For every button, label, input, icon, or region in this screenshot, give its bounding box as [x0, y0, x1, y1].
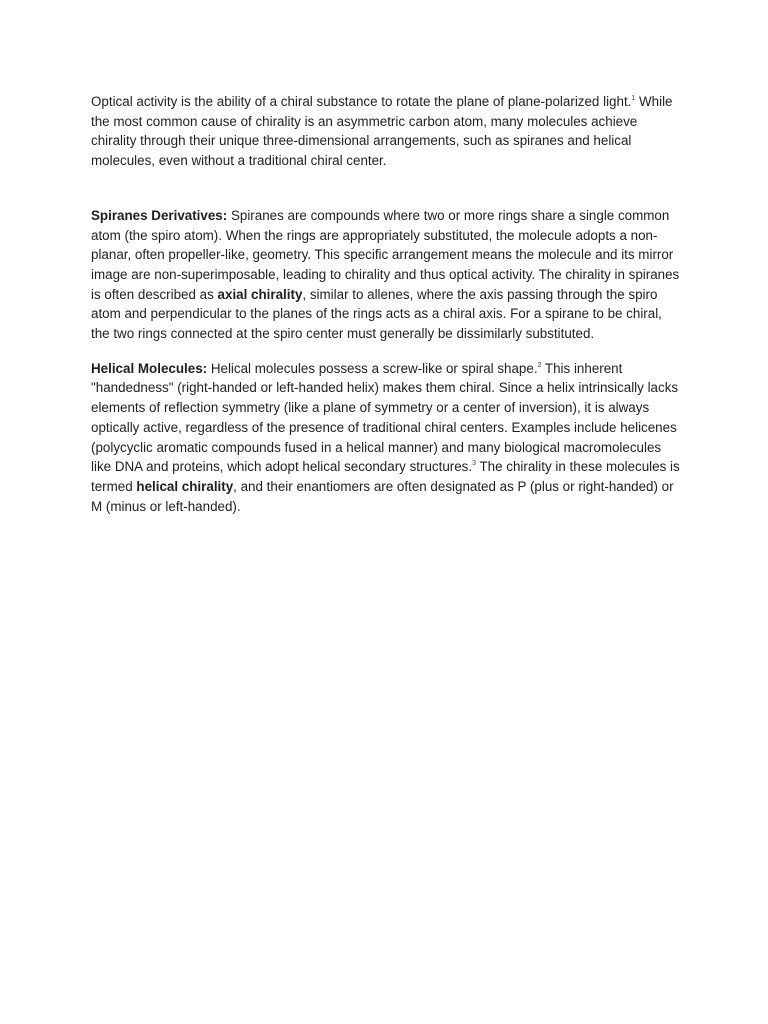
- intro-text: Optical activity is the ability of a chiral substance to rotate the plane of plane-polarized light.: [91, 94, 632, 109]
- helical-text-b: This inherent "handedness" (right-handed or left-handed helix) makes them chiral. Since a helix intrinsically lacks elements of reflection symmetry (like a plane of symmetry or a center of inversion), it is always optically active, regardless of the presence of traditional chiral centers. Examples include helicenes (polycyclic aromatic compounds fused in a helical manner) and many biological macromolecules like DNA and proteins, which adopt helical secondary structures.: [91, 360, 679, 475]
- helical-paragraph: [91, 359, 683, 517]
- document-body: [91, 92, 683, 516]
- axial-chirality-term: axial chirality: [217, 286, 303, 302]
- helical-heading: Helical Molecules:: [91, 360, 208, 376]
- helical-text-a: Helical molecules possess a screw-like or spiral shape.: [207, 360, 538, 376]
- footnote-ref-1[interactable]: 1: [631, 95, 636, 102]
- intro-text-continued: While the most common cause of chirality is an asymmetric carbon atom, many molecules achieve chirality through their unique three-dimensional arrangements, such as spiranes and helical molecules, even without a traditional chiral center.: [91, 94, 673, 169]
- spiranes-text-a: Spiranes are compounds where two or more rings share a single common atom (the spiro atom). When the rings are appropriately substituted, the molecule adopts a non-planar, often propeller-like, geometry. This specific arrangement means the molecule and its mirror image are non-superimposable, leading to chirality and thus optical activity. The chirality in spiranes is often described as: [91, 207, 680, 302]
- intro-paragraph: [91, 92, 683, 171]
- footnote-ref-3[interactable]: 3: [472, 460, 476, 468]
- helical-chirality-term: helical chirality: [136, 478, 234, 494]
- helical-text-c: The chirality in these molecules is termed: [91, 459, 680, 494]
- spiranes-heading: Spiranes Derivatives:: [91, 207, 228, 223]
- spiranes-text-b: , similar to allenes, where the axis passing through the spiro atom and perpendicular to the planes of the rings acts as a chiral axis. For a spirane to be chiral, the two rings connected at the spiro center must generally be dissimilarly substituted.: [91, 286, 662, 342]
- spiranes-paragraph: [91, 206, 683, 344]
- helical-text-d: , and their enantiomers are often designated as P (plus or right-handed) or M (minus or left-handed).: [91, 478, 674, 514]
- footnote-ref-2[interactable]: 2: [537, 361, 542, 369]
